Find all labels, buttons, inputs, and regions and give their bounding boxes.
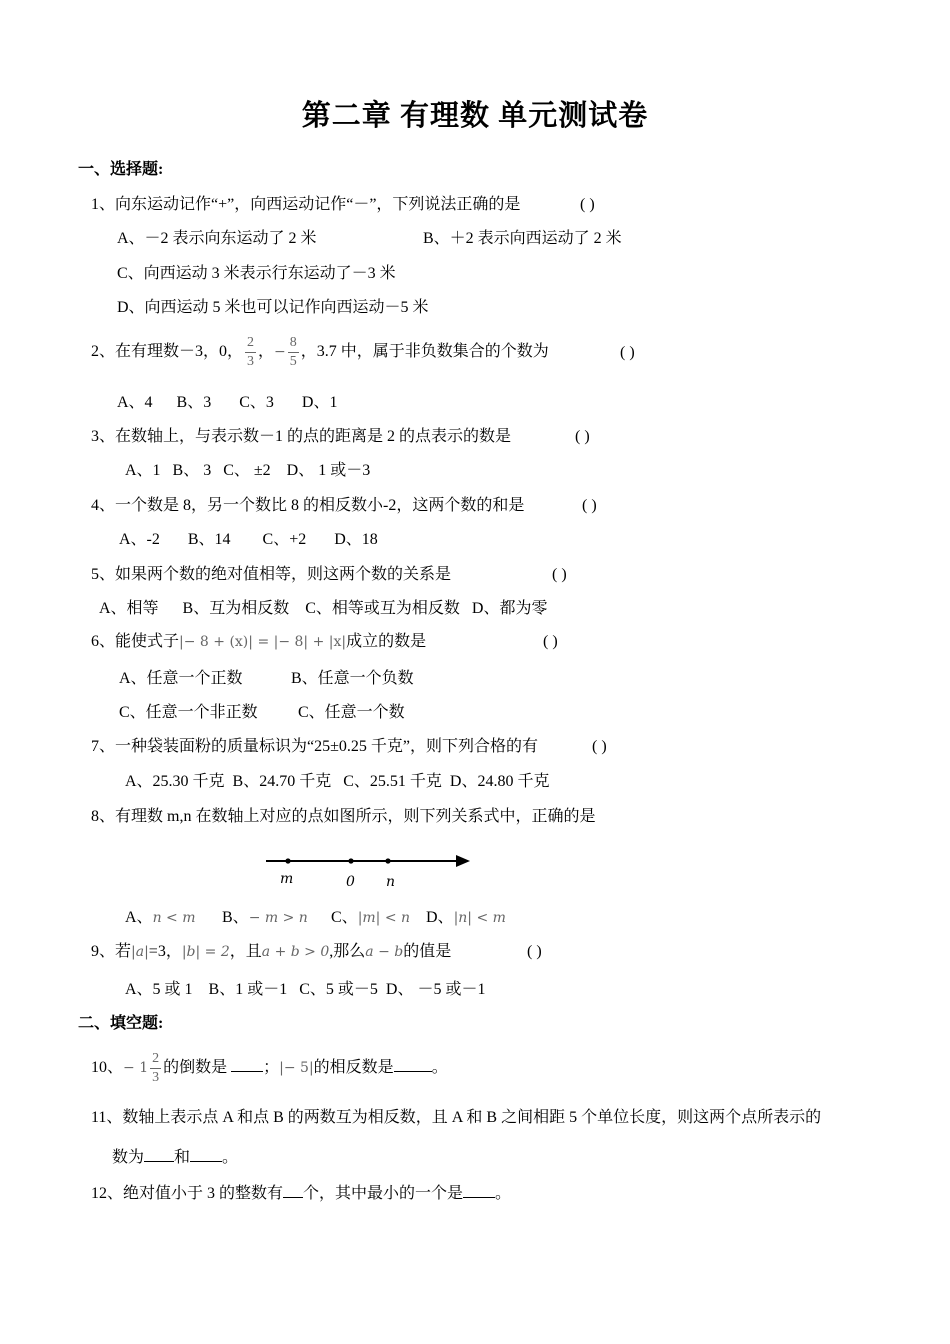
q8-a-expr: n < m: [152, 910, 196, 926]
q6-option-c: C、任意一个非正数: [119, 704, 258, 721]
q11-blank-1[interactable]: [144, 1147, 174, 1162]
q1-option-d: D、向西运动 5 米也可以记作向西运动－5 米: [117, 299, 429, 316]
q2-frac1-num: 2: [245, 334, 256, 353]
q3-answer-paren: ( ): [575, 428, 590, 445]
q9-diff: a − b: [365, 944, 404, 960]
q8-c-expr: |m| < n: [357, 910, 411, 926]
q6-answer-paren: ( ): [543, 633, 558, 650]
number-line-label-m: m: [280, 871, 294, 887]
q9-cond: a + b > 0: [261, 944, 330, 960]
q7-stem: 7、一种袋装面粉的质量标识为“25±0.25 千克”，则下列合格的有: [91, 738, 538, 755]
q6-stem-post: 成立的数是: [346, 633, 427, 650]
q8-d-label: D、: [426, 909, 454, 926]
q2-stem-post: ，3.7 中，属于非负数集合的个数为: [300, 343, 549, 361]
q9-abs-a: |a|: [131, 944, 149, 960]
q1-stem: 1、向东运动记作“+”，向西运动记作“－”，下列说法正确的是: [91, 196, 521, 213]
q8-option-c: [331, 910, 410, 926]
number-line-point-0: [348, 858, 353, 863]
q2-frac1-den: 3: [247, 354, 255, 369]
q1-answer-paren: ( ): [580, 196, 595, 213]
q10-abs-expr: |− 5|: [279, 1060, 314, 1077]
number-line-label-n: n: [386, 874, 396, 890]
q9-post: 的值是: [403, 943, 452, 960]
q10-post: 的相反数是: [313, 1059, 394, 1077]
number-line-label-0: 0: [346, 874, 355, 890]
q7-options: A、25.30 千克 B、24.70 千克 C、25.51 千克 D、24.80 千克: [125, 773, 550, 790]
q5-options: A、相等 B、互为相反数 C、相等或互为相反数 D、都为零: [99, 600, 548, 617]
q12-blank-1[interactable]: [283, 1183, 303, 1198]
q2-stem: [91, 334, 549, 371]
q4-options: A、-2 B、14 C、+2 D、18: [119, 531, 378, 548]
q8-c-label: C、: [331, 909, 358, 926]
number-line-point-n: [385, 858, 390, 863]
section-choice-heading: 一、选择题:: [78, 161, 164, 178]
q6-stem-pre: 6、能使式子: [91, 633, 180, 650]
q8-d-expr: |n| < m: [453, 910, 506, 926]
q9-answer-paren: ( ): [527, 943, 542, 960]
number-line-arrow: [456, 855, 470, 867]
q12-pre: 12、绝对值小于 3 的整数有: [91, 1185, 284, 1202]
q2-sep: ，: [258, 343, 275, 361]
q10-end: 。: [431, 1059, 448, 1077]
q9-eq3: =3，: [148, 943, 182, 960]
q10-blank-1[interactable]: [231, 1057, 263, 1072]
q9-abs-b: |b| = 2: [181, 944, 230, 960]
q1-option-b: B、＋2 表示向西运动了 2 米: [423, 230, 622, 247]
page-title: 第二章 有理数 单元测试卷: [301, 100, 649, 132]
q11-blank-2[interactable]: [190, 1147, 222, 1162]
q2-answer-paren: ( ): [620, 344, 635, 361]
q11-line2: [112, 1147, 238, 1166]
q2-stem-pre: 2、在有理数－3，0，: [91, 343, 244, 361]
q12-blank-2[interactable]: [463, 1183, 495, 1198]
q3-options: A、1 B、 3 C、 ±2 D、 1 或－3: [125, 462, 371, 479]
q10-semi: ；: [263, 1059, 280, 1077]
q12-stem: [91, 1183, 511, 1202]
q11-line2-mid: 和: [174, 1149, 191, 1166]
q6-option-a: A、任意一个正数: [119, 670, 243, 687]
q9-and: ，且: [229, 943, 262, 960]
q2-neg-sign: −: [274, 344, 286, 361]
q2-options: A、4 B、3 C、3 D、1: [117, 394, 338, 411]
q1-option-c: C、向西运动 3 米表示行东运动了－3 米: [117, 265, 396, 282]
q12-end: 。: [495, 1185, 512, 1202]
q2-fraction-2: [288, 334, 299, 371]
q11-line2-end: 。: [222, 1149, 239, 1166]
q9-stem-pre: 9、若: [91, 943, 132, 960]
q9-options: A、5 或 1 B、1 或－1 C、5 或－5 D、 －5 或－1: [125, 981, 486, 998]
q9-stem: [91, 944, 451, 960]
q8-number-line: [260, 848, 480, 892]
q10-frac-num: 2: [150, 1050, 161, 1069]
section-fill-heading: 二、填空题:: [78, 1015, 164, 1032]
q2-fraction-1: [245, 334, 256, 371]
q8-b-label: B、: [222, 909, 249, 926]
q2-frac2-den: 5: [289, 354, 297, 369]
q5-answer-paren: ( ): [552, 566, 567, 583]
q11-line1: 11、数轴上表示点 A 和点 B 的两数互为相反数，且 A 和 B 之间相距 5 个单位长度，则这两个点所表示的: [91, 1109, 822, 1126]
q6-formula: |− 8 + (x)| = |− 8| + |x|: [179, 634, 347, 650]
q8-option-b: [222, 910, 308, 926]
q10-frac-den: 3: [152, 1070, 160, 1085]
q11-line2-pre: 数为: [112, 1149, 145, 1166]
q9-then: ,那么: [329, 943, 366, 960]
q4-answer-paren: ( ): [582, 497, 597, 514]
q10-mid: 的倒数是: [163, 1059, 228, 1077]
q8-option-a: [125, 910, 196, 926]
q3-stem: 3、在数轴上，与表示数－1 的点的距离是 2 的点表示的数是: [91, 428, 512, 445]
q12-mid: 个，其中最小的一个是: [303, 1185, 464, 1202]
q8-stem: 8、有理数 m,n 在数轴上对应的点如图所示，则下列关系式中，正确的是: [91, 808, 596, 825]
q1-option-a: A、－2 表示向东运动了 2 米: [117, 230, 317, 247]
q6-option-d: C、任意一个数: [298, 704, 405, 721]
q5-stem: 5、如果两个数的绝对值相等，则这两个数的关系是: [91, 566, 452, 583]
number-line-point-m: [285, 858, 290, 863]
q8-option-d: [426, 910, 506, 926]
q6-option-b: B、任意一个负数: [291, 670, 414, 687]
q10-stem: [91, 1050, 448, 1087]
q10-neg-whole: − 1: [123, 1060, 149, 1077]
q2-frac2-num: 8: [288, 334, 299, 353]
q6-stem: [91, 634, 426, 650]
q7-answer-paren: ( ): [592, 738, 607, 755]
q10-fraction: [150, 1050, 161, 1087]
q8-a-label: A、: [125, 909, 153, 926]
q8-b-expr: − m > n: [248, 910, 308, 926]
q10-blank-2[interactable]: [394, 1057, 432, 1072]
q4-stem: 4、一个数是 8，另一个数比 8 的相反数小-2，这两个数的和是: [91, 497, 525, 514]
q10-pre: 10、: [91, 1059, 124, 1077]
